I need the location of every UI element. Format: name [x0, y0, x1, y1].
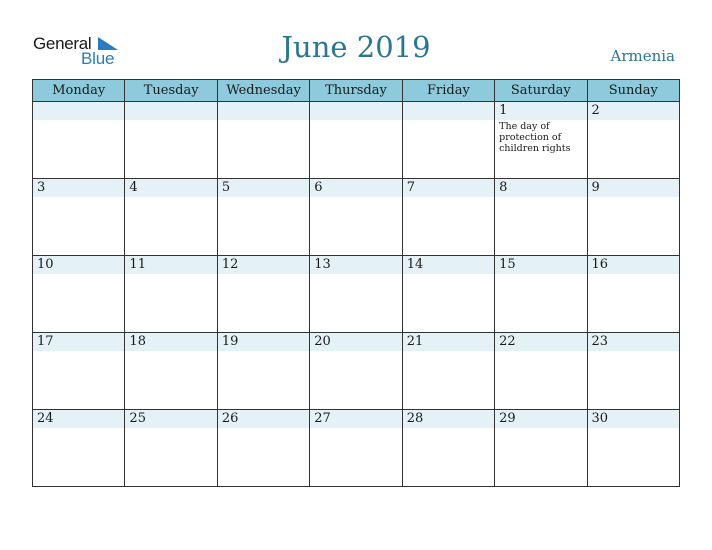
day-header-band — [310, 179, 401, 197]
day-header-band — [310, 102, 401, 120]
day-cell — [125, 333, 217, 410]
day-number: 22 — [499, 334, 516, 349]
day-header-band — [403, 102, 494, 120]
day-number: 20 — [314, 334, 331, 349]
day-cell — [125, 179, 217, 256]
weekday-header: Monday — [33, 80, 125, 102]
day-cell — [495, 333, 587, 410]
logo-blue-text: Blue — [81, 49, 115, 68]
week-row — [33, 179, 680, 256]
day-cell — [402, 179, 494, 256]
day-cell — [402, 102, 494, 179]
day-number: 14 — [406, 257, 424, 272]
day-cell — [310, 179, 402, 256]
day-header-band — [218, 179, 309, 197]
day-cell — [33, 102, 125, 179]
day-number: 17 — [37, 334, 54, 349]
week-row — [33, 410, 680, 487]
logo-general-text: General — [33, 34, 92, 53]
day-number: 5 — [221, 180, 231, 195]
day-cell — [495, 179, 587, 256]
day-header-band — [403, 179, 494, 197]
day-number: 3 — [37, 180, 46, 195]
day-header-band — [33, 179, 124, 197]
day-cell — [217, 410, 309, 487]
day-number: 29 — [499, 411, 516, 426]
day-number: 2 — [591, 103, 600, 118]
day-cell — [125, 410, 217, 487]
weekday-header: Friday — [402, 80, 494, 102]
day-cell — [217, 333, 309, 410]
weekday-header-row — [33, 80, 680, 102]
country-label: Armenia — [610, 47, 675, 65]
weekday-header: Sunday — [587, 80, 679, 102]
day-cell — [587, 179, 679, 256]
week-row — [33, 333, 680, 410]
day-cell — [587, 256, 679, 333]
day-number: 12 — [221, 257, 239, 272]
day-cell — [587, 333, 679, 410]
day-number: 30 — [591, 411, 609, 426]
day-cell — [310, 333, 402, 410]
day-header-band — [495, 102, 586, 120]
day-cell — [587, 410, 679, 487]
day-number: 10 — [37, 257, 54, 272]
day-number: 11 — [129, 257, 146, 272]
day-number: 1 — [499, 103, 508, 118]
day-number: 4 — [129, 180, 138, 195]
day-number: 8 — [499, 180, 508, 195]
day-header-band — [125, 102, 216, 120]
day-cell — [402, 333, 494, 410]
day-number: 26 — [221, 411, 239, 426]
day-cell — [125, 102, 217, 179]
holiday-note: The day of protection of children rights — [499, 121, 571, 154]
day-cell — [217, 256, 309, 333]
day-cell — [310, 256, 402, 333]
day-header-band — [588, 102, 679, 120]
weekday-header: Tuesday — [125, 80, 217, 102]
day-number: 13 — [314, 257, 331, 272]
day-cell — [402, 410, 494, 487]
day-cell — [125, 256, 217, 333]
day-number: 18 — [129, 334, 146, 349]
weekday-header: Thursday — [310, 80, 402, 102]
day-cell — [33, 256, 125, 333]
day-cell — [33, 179, 125, 256]
day-number: 21 — [406, 334, 424, 349]
day-number: 7 — [406, 180, 415, 195]
day-cell — [495, 410, 587, 487]
day-number: 6 — [314, 180, 323, 195]
day-cell — [33, 333, 125, 410]
day-cell — [217, 102, 309, 179]
day-cell — [495, 102, 587, 179]
day-number: 28 — [406, 411, 424, 426]
calendar-grid — [32, 79, 680, 487]
weekday-header: Saturday — [495, 80, 587, 102]
day-number: 16 — [591, 257, 609, 272]
weekday-header: Wednesday — [217, 80, 309, 102]
day-number: 25 — [129, 411, 146, 426]
day-cell — [33, 410, 125, 487]
day-number: 27 — [314, 411, 331, 426]
day-number: 9 — [591, 180, 600, 195]
day-cell — [310, 102, 402, 179]
day-header-band — [588, 179, 679, 197]
day-header-band — [218, 102, 309, 120]
day-header-band — [125, 179, 216, 197]
day-cell — [310, 410, 402, 487]
day-cell — [217, 179, 309, 256]
week-row — [33, 102, 680, 179]
day-cell — [402, 256, 494, 333]
day-cell — [495, 256, 587, 333]
day-number: 19 — [221, 334, 239, 349]
page-title: June 2019 — [281, 30, 431, 64]
day-number: 23 — [591, 334, 609, 349]
day-number: 15 — [499, 257, 516, 272]
week-row — [33, 256, 680, 333]
day-cell — [587, 102, 679, 179]
day-header-band — [495, 179, 586, 197]
day-number: 24 — [37, 411, 54, 426]
day-header-band — [33, 102, 124, 120]
